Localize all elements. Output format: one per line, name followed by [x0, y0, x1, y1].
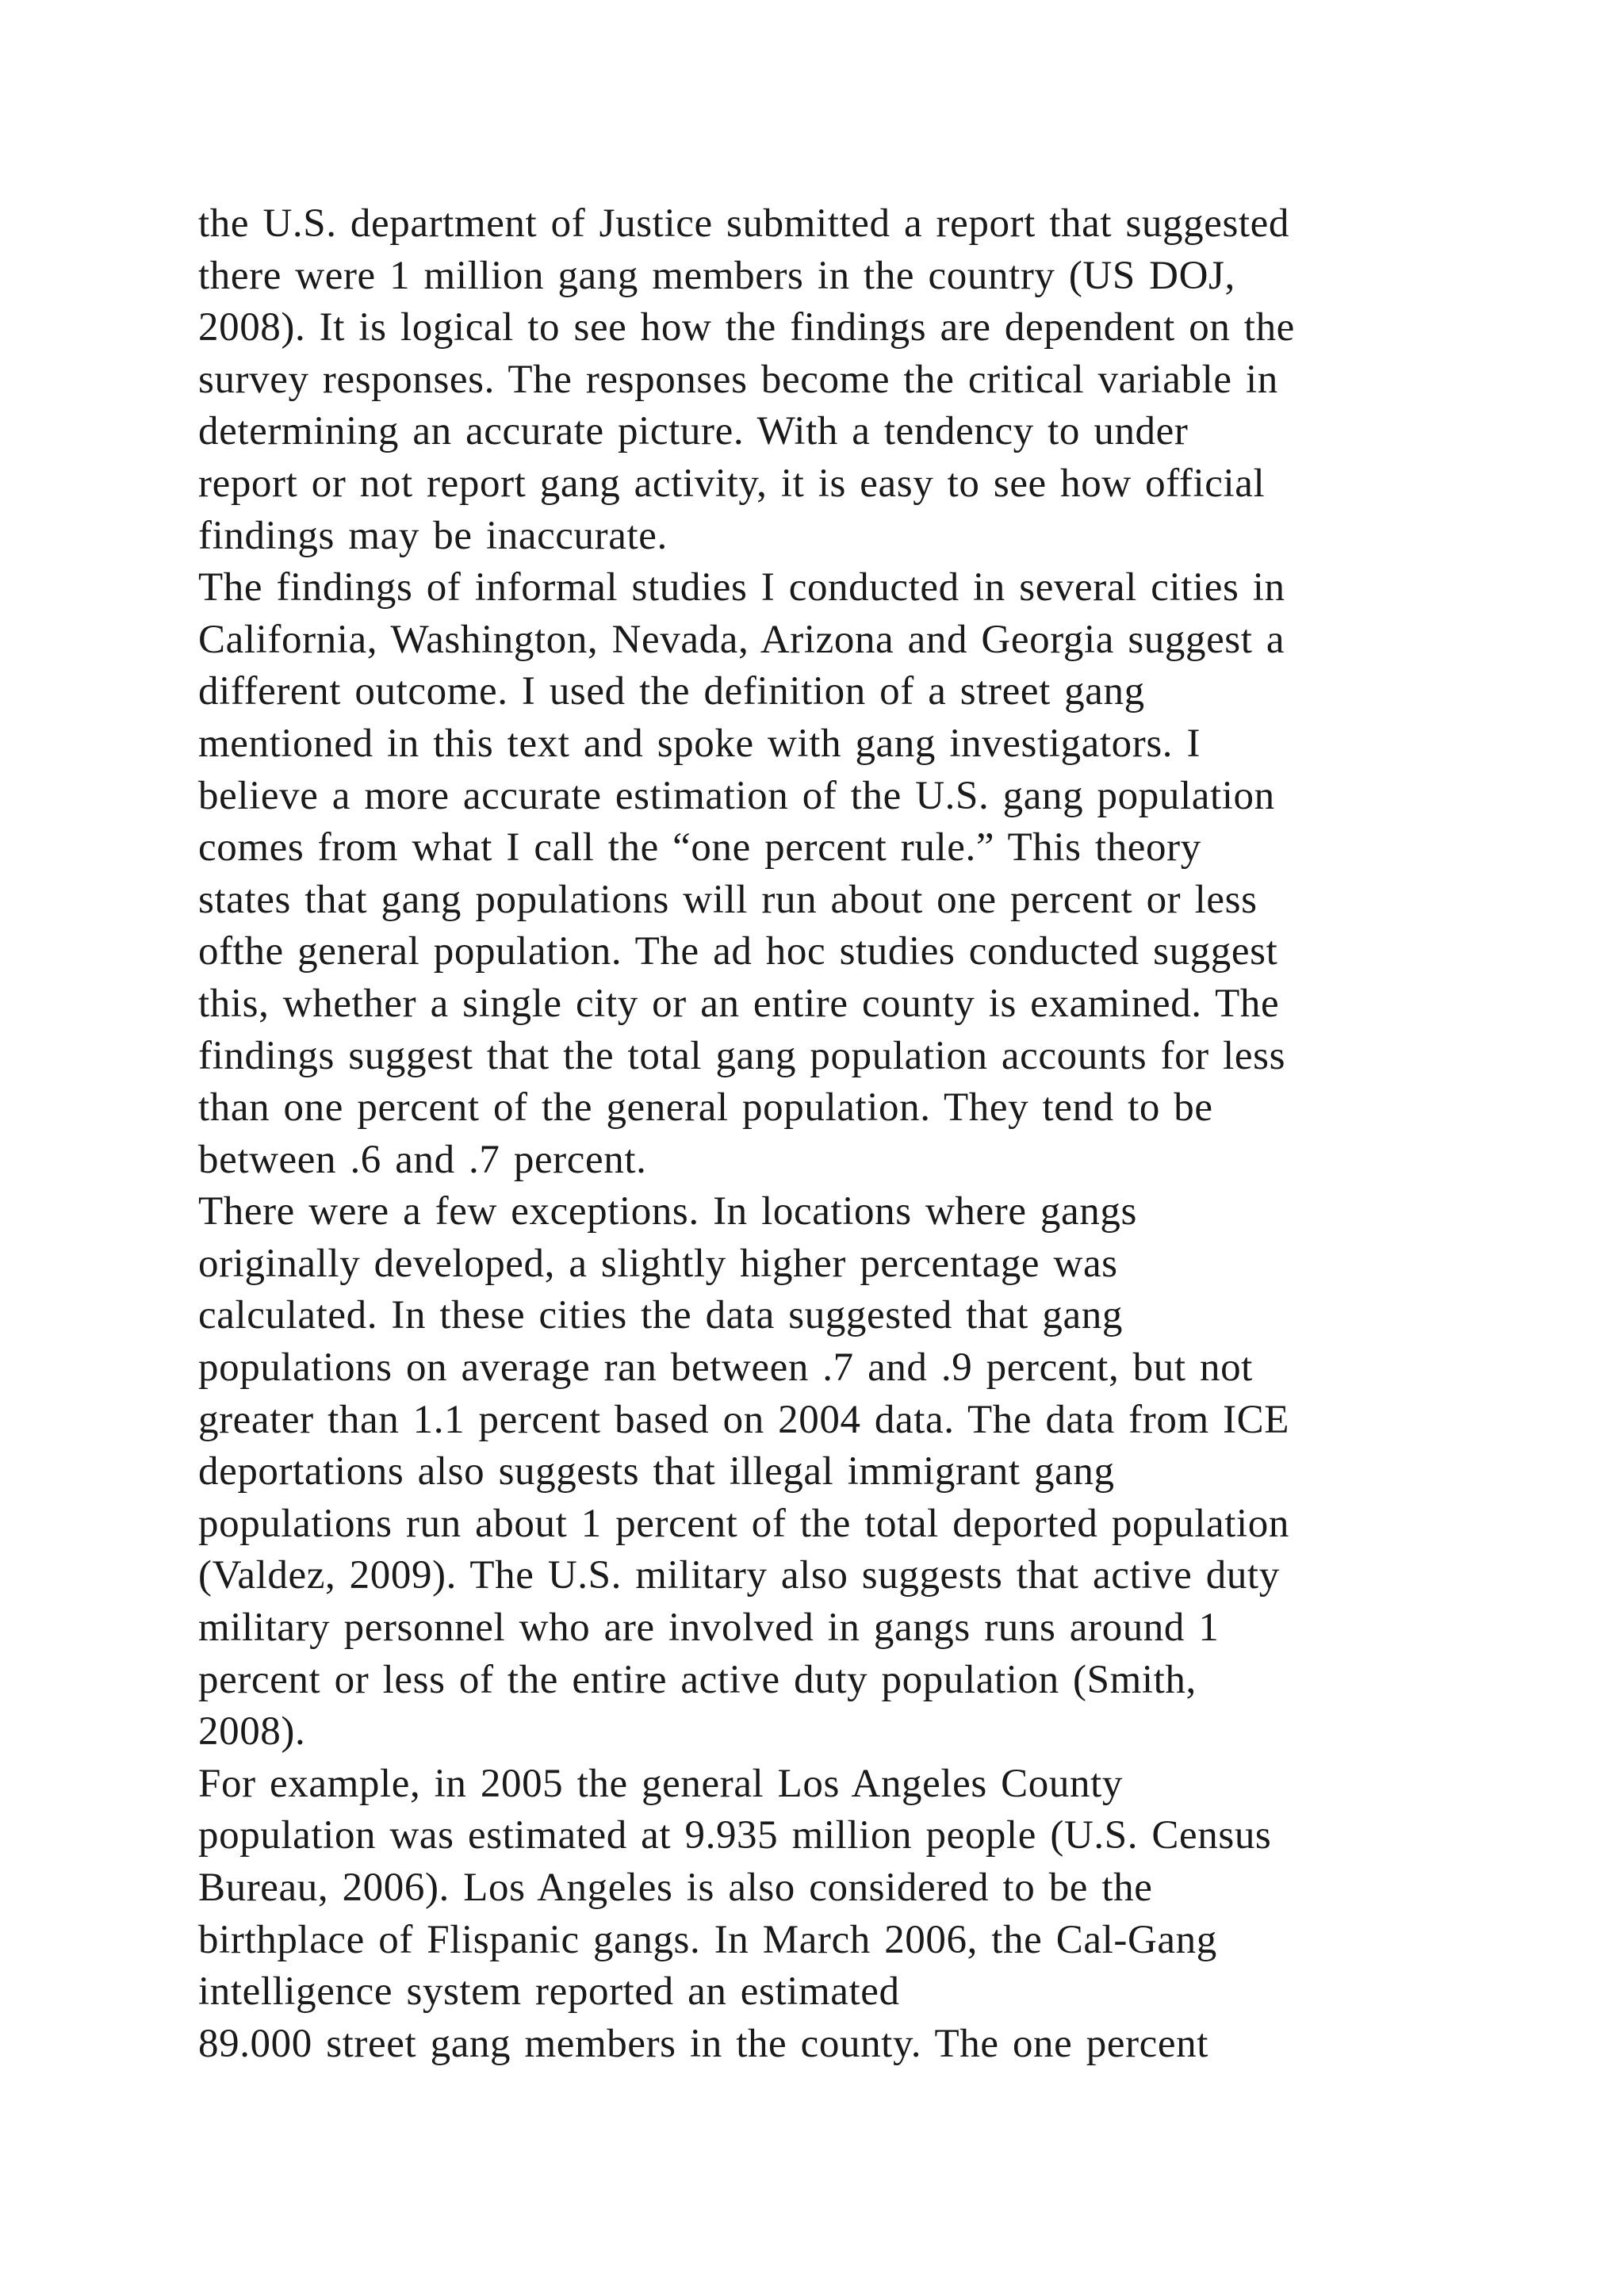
text-line: There were a few exceptions. In locations where gangs: [198, 1189, 1137, 1234]
text-line: the U.S. department of Justice submitted a report that suggested: [198, 201, 1290, 246]
text-line: mentioned in this text and spoke with gang investigators. I: [198, 721, 1201, 766]
text-line: California, Washington, Nevada, Arizona and Georgia suggest a: [198, 617, 1285, 662]
text-line: 2008).: [198, 1709, 306, 1755]
text-line: 2008). It is logical to see how the findings are dependent on the: [198, 305, 1295, 350]
text-line: The findings of informal studies I conducted in several cities in: [198, 565, 1285, 610]
text-line: birthplace of Flispanic gangs. In March 2006, the Cal-Gang: [198, 1917, 1217, 1962]
text-line: calculated. In these cities the data suggested that gang: [198, 1293, 1123, 1338]
text-line: populations run about 1 percent of the total deported population: [198, 1501, 1289, 1546]
text-line: determining an accurate picture. With a tendency to under: [198, 409, 1189, 454]
text-line: report or not report gang activity, it is easy to see how official: [198, 461, 1266, 506]
text-line: there were 1 million gang members in the country (US DOJ,: [198, 253, 1235, 298]
text-line: populations on average ran between .7 and .9 percent, but not: [198, 1345, 1253, 1391]
text-line: 89.000 street gang members in the county. The one percent: [198, 2021, 1209, 2066]
text-line: greater than 1.1 percent based on 2004 data. The data from ICE: [198, 1397, 1290, 1442]
text-line: Bureau, 2006). Los Angeles is also considered to be the: [198, 1866, 1153, 1910]
text-line: different outcome. I used the definition of a street gang: [198, 669, 1145, 714]
text-line: intelligence system reported an estimated: [198, 1969, 900, 2015]
body-text: [198, 198, 1515, 2070]
text-line: population was estimated at 9.935 million people (U.S. Census: [198, 1813, 1272, 1858]
text-line: survey responses. The responses become the critical variable in: [198, 357, 1278, 402]
text-line: believe a more accurate estimation of the U.S. gang population: [198, 773, 1275, 818]
text-line: states that gang populations will run about one percent or less: [198, 877, 1258, 922]
text-line: percent or less of the entire active duty population (Smith,: [198, 1657, 1197, 1702]
text-line: between .6 and .7 percent.: [198, 1137, 647, 1182]
text-line: (Valdez, 2009). The U.S. military also suggests that active duty: [198, 1553, 1280, 1598]
text-line: findings may be inaccurate.: [198, 513, 668, 558]
text-line: military personnel who are involved in gangs runs around 1: [198, 1605, 1220, 1651]
text-line: ofthe general population. The ad hoc studies conducted suggest: [198, 929, 1278, 974]
text-line: For example, in 2005 the general Los Angeles County: [198, 1761, 1123, 1806]
text-line: comes from what I call the “one percent rule.” This theory: [198, 825, 1201, 871]
text-line: this, whether a single city or an entire county is examined. The: [198, 981, 1280, 1026]
text-line: than one percent of the general population. They tend to be: [198, 1085, 1213, 1131]
text-line: originally developed, a slightly higher percentage was: [198, 1241, 1118, 1286]
text-line: findings suggest that the total gang population accounts for less: [198, 1033, 1286, 1078]
text-line: deportations also suggests that illegal immigrant gang: [198, 1449, 1115, 1494]
